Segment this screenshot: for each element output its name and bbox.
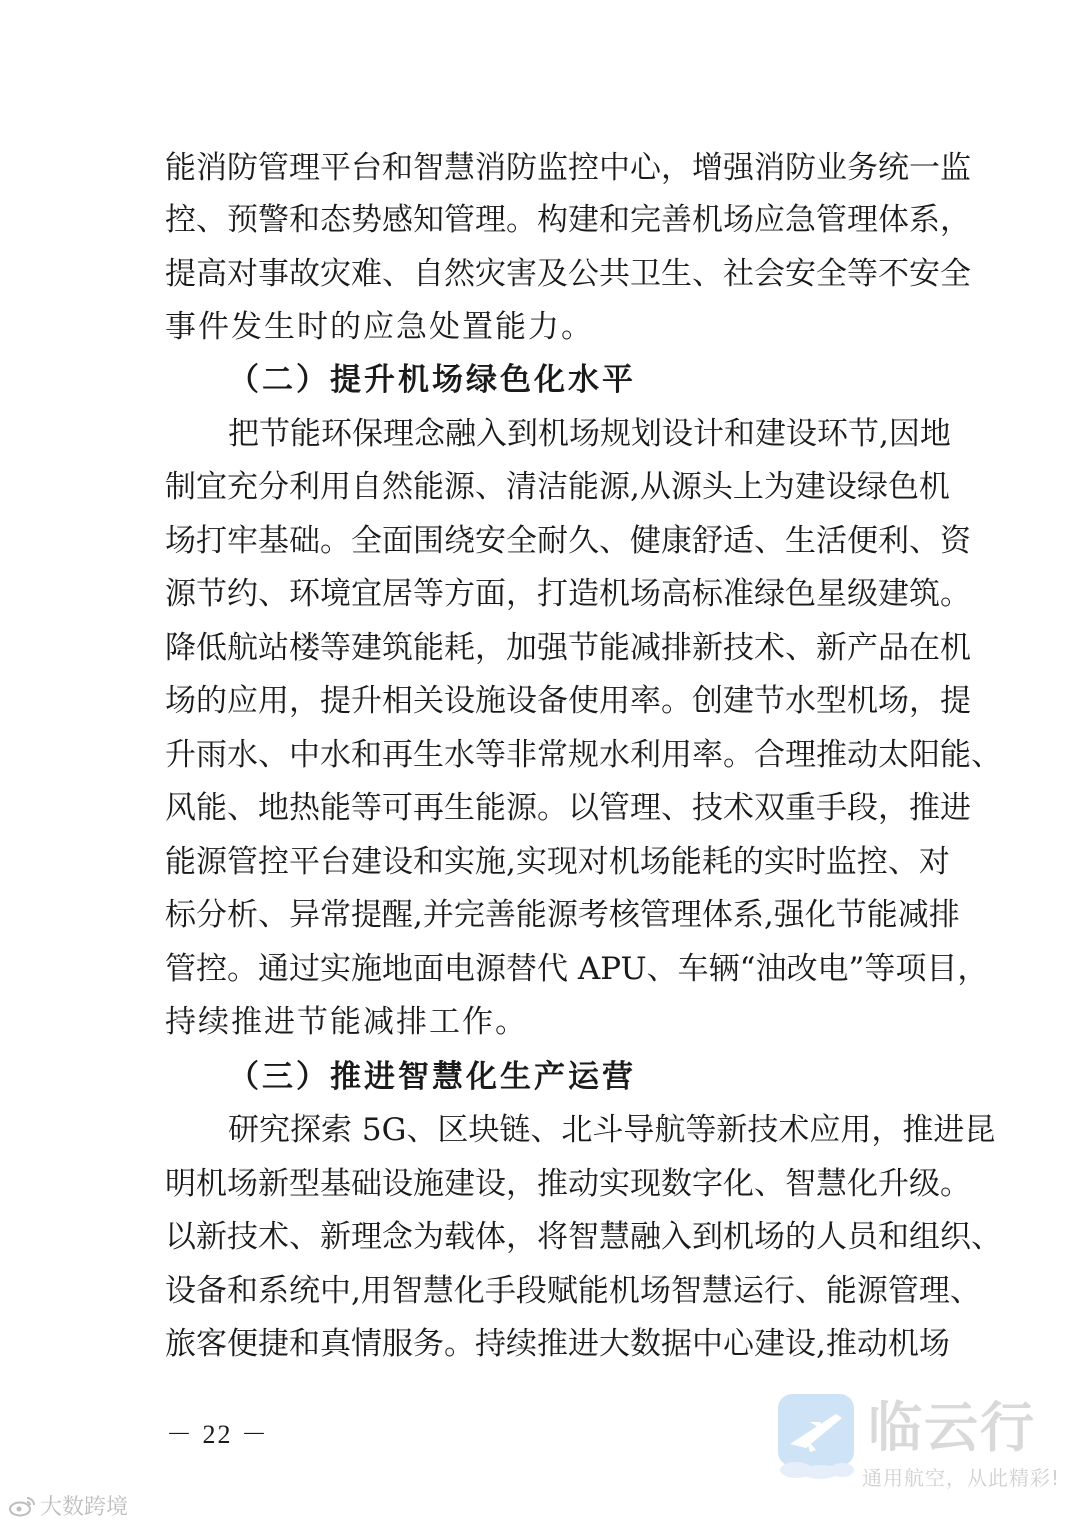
text-line: 控、预警和态势感知管理。构建和完善机场应急管理体系， (165, 202, 971, 238)
text-line: 标分析、异常提醒,并完善能源考核管理体系,强化节能减排 (165, 897, 960, 933)
text-line: 设备和系统中,用智慧化手段赋能机场智慧运行、能源管理、 (165, 1273, 981, 1309)
text-line: 明机场新型基础设施建设，推动实现数字化、智慧化升级。 (165, 1166, 971, 1202)
text-line: 场打牢基础。全面围绕安全耐久、健康舒适、生活便利、资 (165, 523, 971, 559)
text-line: 以新技术、新理念为载体，将智慧融入到机场的人员和组织、 (165, 1219, 1002, 1255)
airplane-logo-icon (776, 1392, 856, 1480)
text-line: 管控。通过实施地面电源替代 APU、车辆“油改电”等项目， (165, 951, 989, 987)
page-number: － 22 － (166, 1420, 270, 1449)
watermark-source-text: 大数跨境 (40, 1495, 129, 1520)
weibo-icon (8, 1495, 36, 1517)
text-line: 制宜充分利用自然能源、清洁能源,从源头上为建设绿色机 (165, 469, 950, 505)
text-line: 事件发生时的应急处置能力。 (165, 309, 594, 345)
text-line: 能源管控平台建设和实施,实现对机场能耗的实时监控、对 (165, 844, 950, 880)
text-line: 旅客便捷和真情服务。持续推进大数据中心建设,推动机场 (165, 1326, 950, 1362)
section-heading: （二）提升机场绿色化水平 (228, 362, 636, 398)
watermark-brand-slogan: 通用航空，从此精彩! (862, 1466, 1061, 1490)
text-line: 持续推进节能减排工作。 (165, 1004, 528, 1040)
text-line: 场的应用，提升相关设施设备使用率。创建节水型机场，提 (165, 683, 971, 719)
text-line: 降低航站楼等建筑能耗，加强节能减排新技术、新产品在机 (165, 630, 971, 666)
text-line: 风能、地热能等可再生能源。以管理、技术双重手段，推进 (165, 790, 971, 826)
text-line: 研究探索 5G、区块链、北斗导航等新技术应用，推进昆 (228, 1112, 996, 1148)
text-line: 能消防管理平台和智慧消防监控中心，增强消防业务统一监 (165, 150, 971, 186)
text-line: 提高对事故灾难、自然灾害及公共卫生、社会安全等不安全 (165, 256, 971, 292)
watermark-source (8, 1490, 128, 1521)
watermark-brand-title: 临云行 (868, 1396, 1036, 1459)
section-heading: （三）推进智慧化生产运营 (228, 1059, 636, 1095)
text-line: 源节约、环境宜居等方面，打造机场高标准绿色星级建筑。 (165, 576, 971, 612)
text-line: 把节能环保理念融入到机场规划设计和建设环节,因地 (228, 416, 951, 452)
text-line: 升雨水、中水和再生水等非常规水利用率。合理推动太阳能、 (165, 737, 1002, 773)
